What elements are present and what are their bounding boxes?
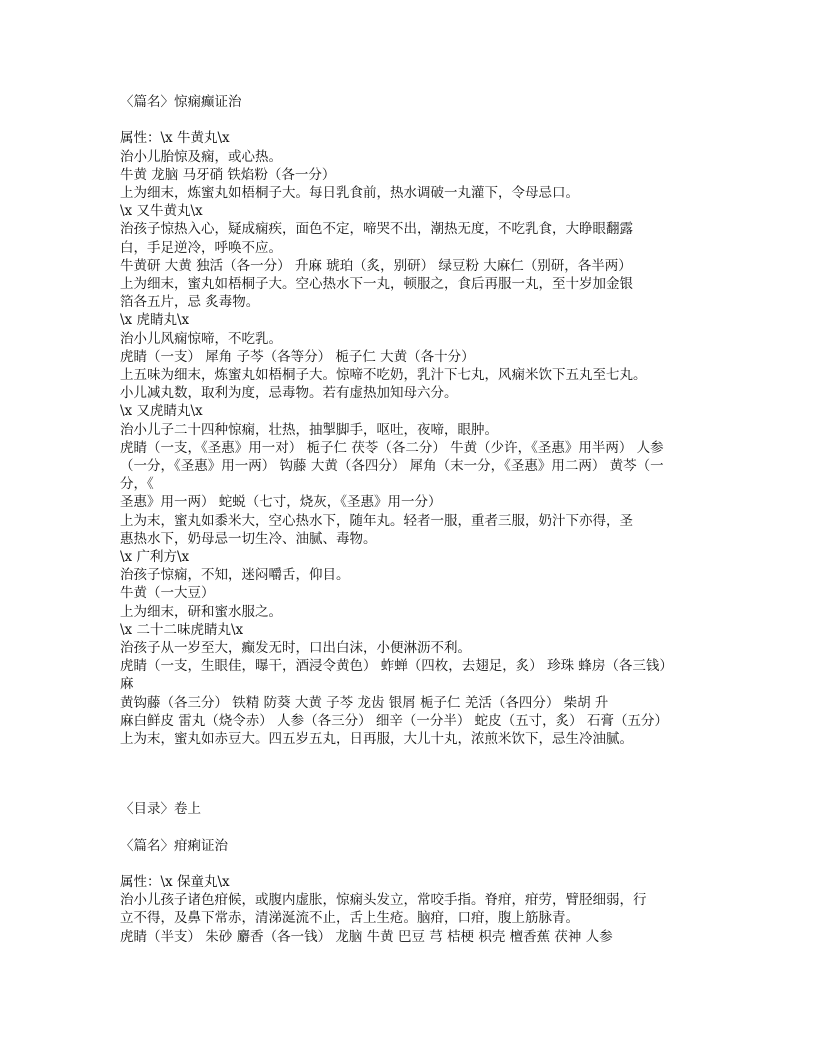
blank-line	[120, 111, 700, 129]
text-line: 分，《	[120, 476, 154, 493]
text-line: \x 虎睛丸\x	[120, 312, 190, 329]
document-page	[120, 93, 700, 946]
text-line: 治孩子从一岁至大，癫发无时，口出白沫，小便淋沥不利。	[120, 640, 471, 657]
text-line: 上为末，蜜丸如赤豆大。四五岁五丸，日再服，大儿十丸，浓煎米饮下，忌生冷油腻。	[120, 731, 633, 748]
text-line: 惠热水下，奶母忌一切生冷、油腻、毒物。	[120, 530, 377, 547]
text-line: 虎睛（半支） 朱砂 麝香（各一钱） 龙脑 牛黄 巴豆 芎 桔梗 枳壳 檀香蕉 茯神 人参	[120, 928, 613, 945]
blank-line	[120, 819, 700, 837]
text-line: \x 二十二味虎睛丸\x	[120, 621, 244, 638]
text-line: 立不得，及鼻下常赤，清涕涎流不止，舌上生疮。脑疳，口疳，腹上筋脉青。	[120, 910, 579, 927]
text-line: \x 又虎睛丸\x	[120, 403, 203, 420]
text-line: 属性：\x 牛黄丸\x	[120, 130, 230, 147]
text-line: 黄钩藤（各三分） 铁精 防葵 大黄 子芩 龙齿 银屑 栀子仁 羌活（各四分） 柴胡 升	[120, 694, 609, 711]
text-line: 属性：\x 保童丸\x	[120, 874, 230, 891]
text-line: 上为细末，研和蜜水服之。	[120, 603, 282, 620]
text-line: 治孩子惊痫，不知，迷闷嚼舌，仰目。	[120, 567, 350, 584]
text-line: 治孩子惊热入心，疑成痫疾，面色不定，啼哭不出，潮热无度，不吃乳食，大睁眼翻露	[120, 221, 633, 238]
text-line: 虎睛（一支） 犀角 子芩（各等分） 栀子仁 大黄（各十分）	[120, 348, 475, 365]
section-title: 〈篇名〉惊痫癫证治	[120, 94, 242, 110]
text-line: 上五味为细末，炼蜜丸如梧桐子大。惊啼不吃奶，乳汁下七丸，风痫米饮下五丸至七丸。	[120, 367, 647, 384]
text-line: 麻	[120, 676, 134, 693]
text-line: 小儿减丸数，取利为度，忌毒物。若有虚热加知母六分。	[120, 385, 458, 402]
section-body	[120, 873, 700, 946]
text-line: 上为末，蜜丸如黍米大，空心热水下，随年丸。轻者一服，重者三服，奶汁下亦得，圣	[120, 512, 633, 529]
text-line: 虎睛（一支，生眼佳，曝干，酒浸令黄色） 蚱蝉（四枚，去翅足，炙） 珍珠 蜂房（各三钱）	[120, 658, 673, 675]
blank-line	[120, 855, 700, 873]
text-line: 上为细末，炼蜜丸如梧桐子大。每日乳食前，热水调破一丸灌下，令母忌口。	[120, 185, 579, 201]
text-line: 牛黄（一大豆）	[120, 585, 215, 602]
text-line: 牛黄 龙脑 马牙硝 铁焰粉（各一分）	[120, 166, 336, 183]
section-title: 〈篇名〉疳痢证治	[120, 837, 228, 854]
section-body	[120, 129, 700, 748]
text-line: 麻白鲜皮 雷丸（烧令赤） 人参（各三分） 细辛（一分半） 蛇皮（五寸，炙） 石膏（五分）	[120, 712, 668, 729]
text-line: 治小儿风痫惊啼，不吃乳。	[120, 330, 282, 347]
text-line: 治小儿胎惊及痫，或心热。	[120, 148, 282, 165]
text-line: \x 广利方\x	[120, 549, 190, 566]
catalog-heading: 〈目录〉卷上	[120, 801, 201, 818]
text-line: 治小儿孩子诸色疳候，或腹内虚胀，惊痫头发立，常咬手指。脊疳，疳劳，臂胫细弱，行	[120, 892, 647, 909]
text-line: 虎睛（一支，《圣惠》用一对） 栀子仁 茯苓（各二分） 牛黄（少许，《圣惠》用半两） 人参	[120, 439, 664, 456]
text-line: 治小儿子二十四种惊痫，壮热，抽掣脚手，呕吐，夜啼，眼肿。	[120, 421, 498, 438]
text-line: 箔各五片，忌 炙毒物。	[120, 294, 260, 311]
text-line: 上为细末，蜜丸如梧桐子大。空心热水下一丸，顿服之，食后再服一丸，至十岁加金银	[120, 276, 633, 293]
section-gap	[120, 748, 700, 800]
text-line: 牛黄研 大黄 独活（各一分） 升麻 琥珀（炙，别研） 绿豆粉 大麻仁（别研，各半两）	[120, 257, 632, 274]
text-line: （一分，《圣惠》用一两） 钩藤 大黄（各四分） 犀角（末一分，《圣惠》用二两） 黄芩（一	[120, 458, 664, 475]
text-line: 白，手足逆冷，呼唤不应。	[120, 239, 282, 256]
text-line: \x 又牛黄丸\x	[120, 203, 203, 220]
text-line: 圣惠》用一两） 蛇蜕（七寸，烧灰，《圣惠》用一分）	[120, 494, 442, 511]
